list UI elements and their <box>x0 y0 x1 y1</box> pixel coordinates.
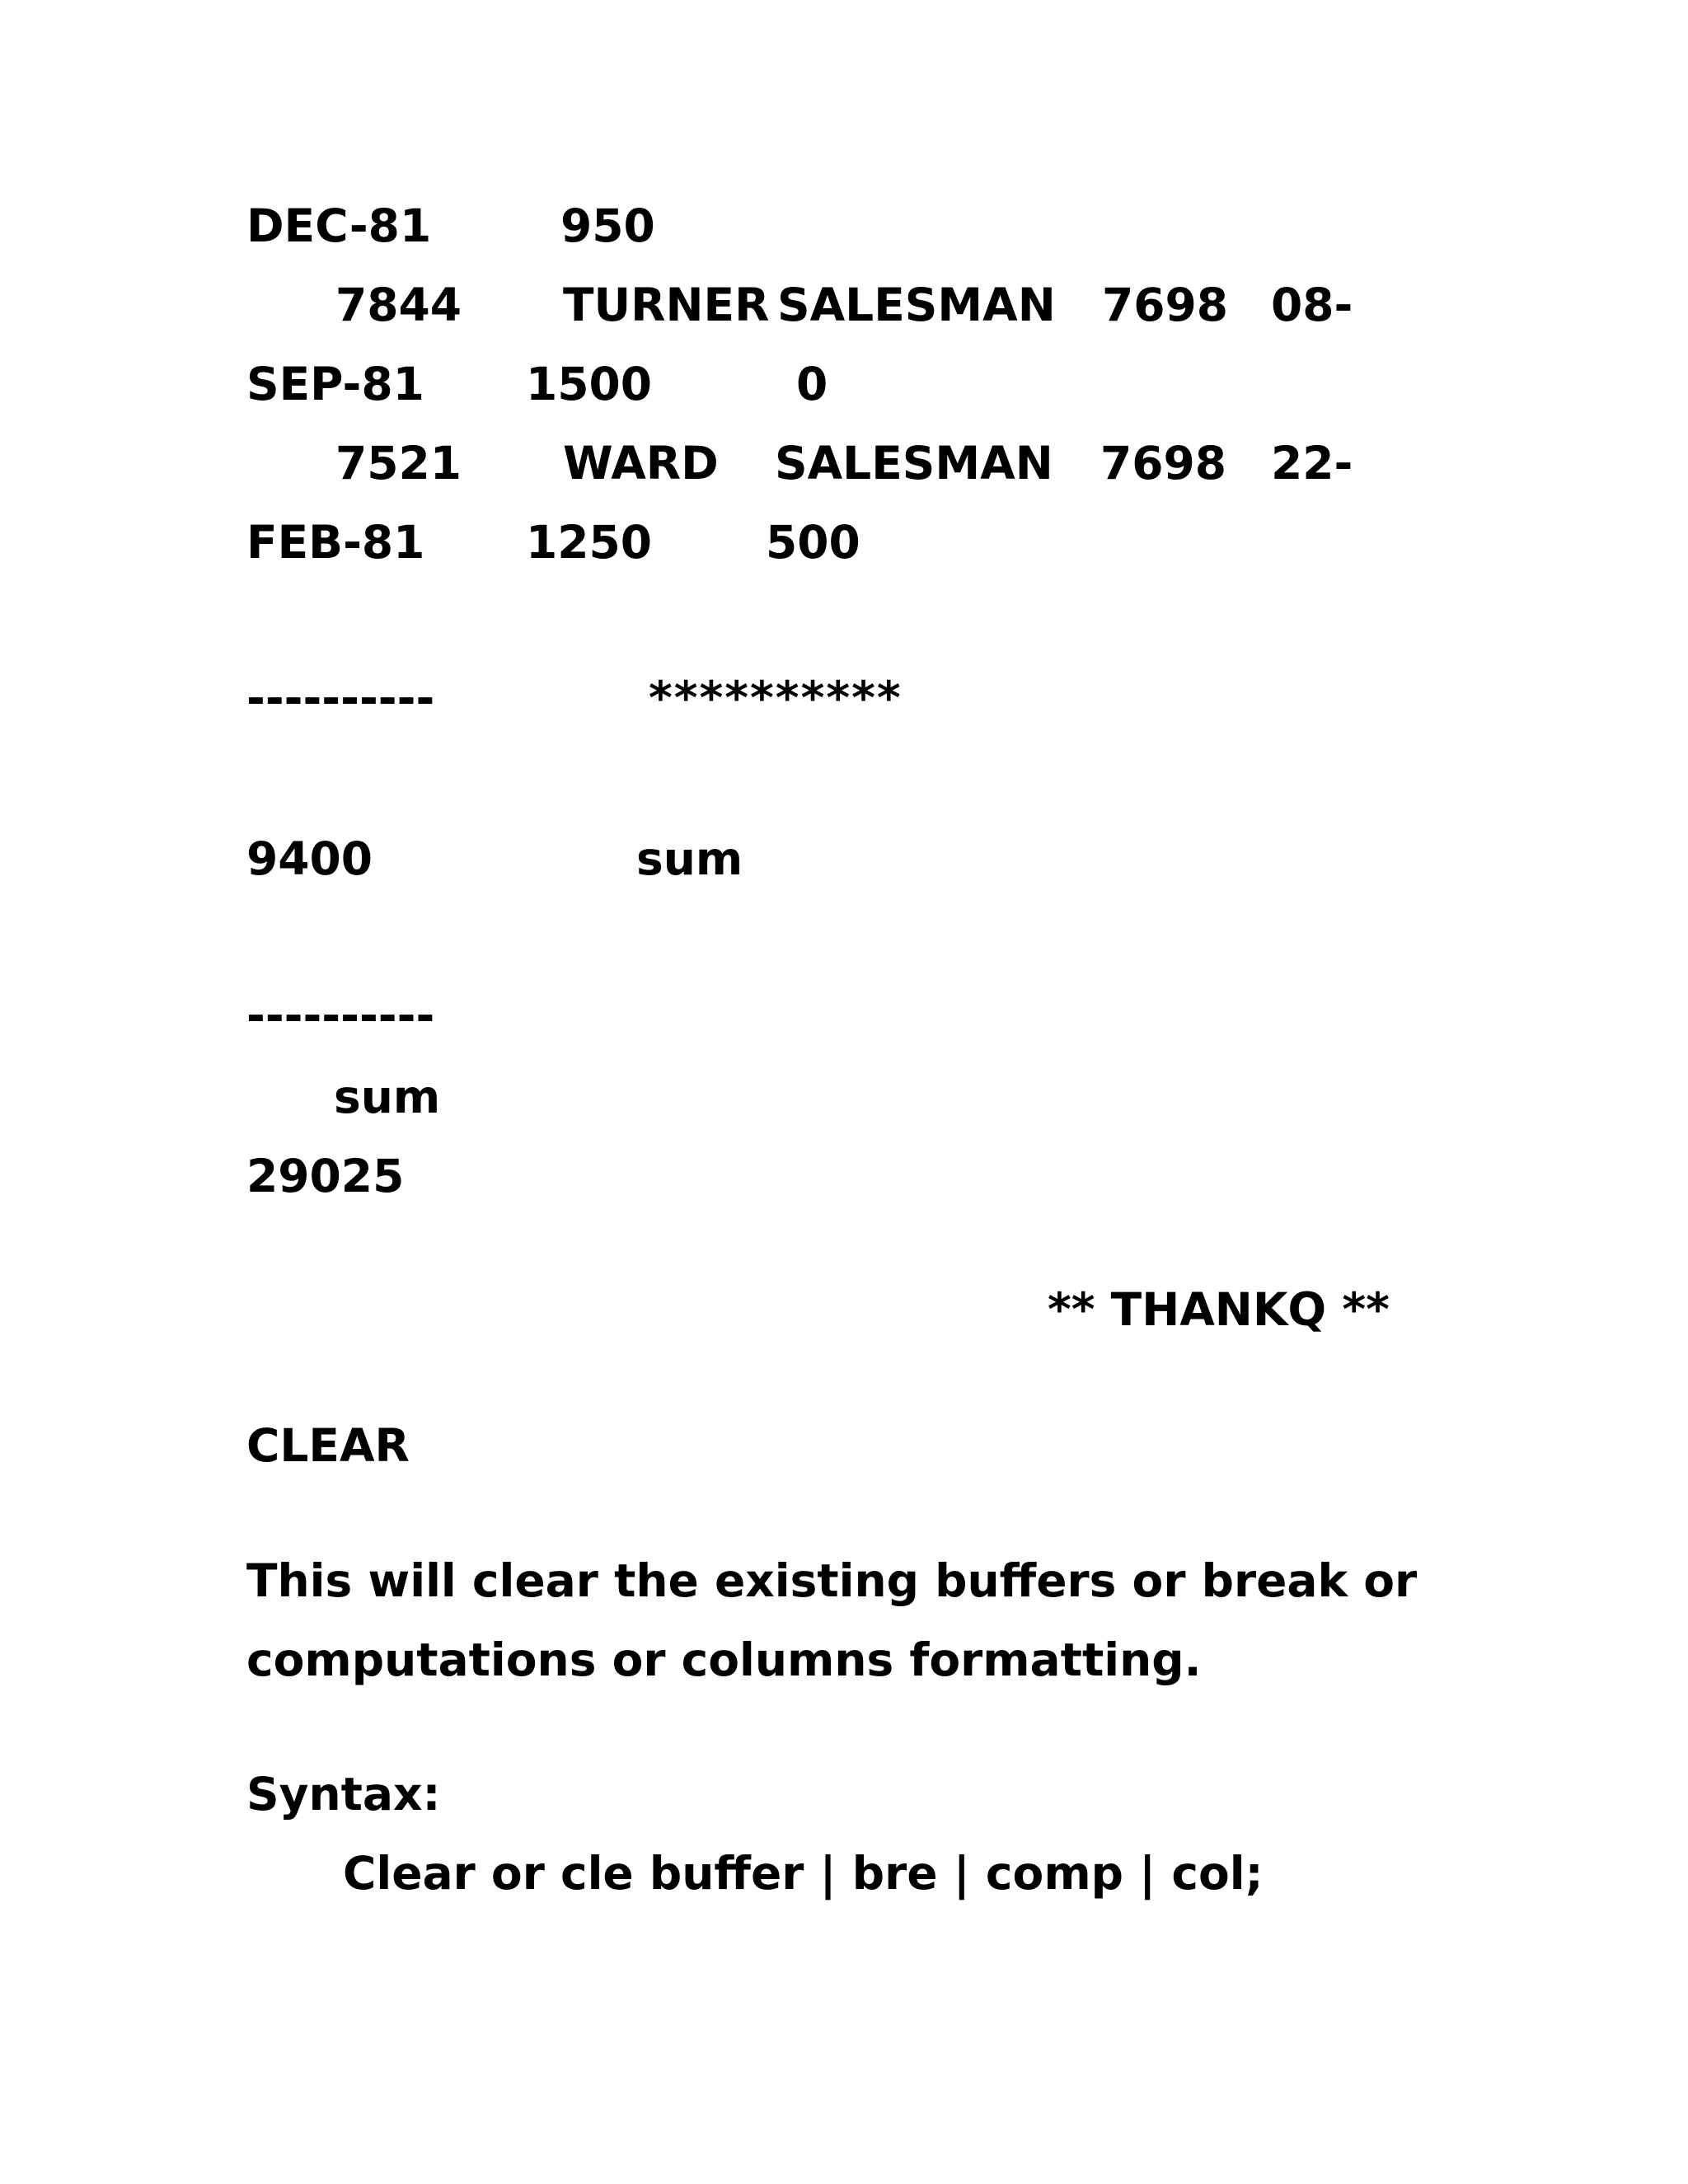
row1-mgr: 7698 <box>1102 279 1229 331</box>
row2-comm: 500 <box>766 516 860 569</box>
syntax-value: Clear or cle buffer | bre | comp | col; <box>343 1847 1264 1900</box>
row2-date-part1: 22- <box>1271 437 1353 490</box>
report-footer: ** THANKQ ** <box>1048 1283 1390 1336</box>
description-line-1: This will clear the existing buffers or break or <box>246 1554 1418 1607</box>
line1-sal: 950 <box>560 199 655 252</box>
row1-empno: 7844 <box>335 279 462 331</box>
group-sum-label: sum <box>636 832 743 885</box>
row2-empno: 7521 <box>335 437 462 490</box>
row1-comm: 0 <box>796 358 828 410</box>
syntax-label: Syntax: <box>246 1768 441 1821</box>
row1-sal: 1500 <box>526 358 653 410</box>
row1-date-part1: 08- <box>1271 279 1353 331</box>
section-title: CLEAR <box>246 1419 410 1472</box>
row2-date-part2: FEB-81 <box>246 516 425 569</box>
row2-mgr: 7698 <box>1100 437 1227 490</box>
line1-date: DEC-81 <box>246 199 432 252</box>
row1-job: SALESMAN <box>777 279 1056 331</box>
row1-date-part2: SEP-81 <box>246 358 424 410</box>
grand-sum-label: sum <box>334 1071 441 1123</box>
stars-break-line: ********** <box>649 672 903 724</box>
separator-1: ---------- <box>246 672 435 724</box>
row2-ename: WARD <box>563 437 719 490</box>
row1-ename: TURNER <box>563 279 770 331</box>
row2-job: SALESMAN <box>775 437 1053 490</box>
description-line-2: computations or columns formatting. <box>246 1633 1202 1686</box>
separator-2: ---------- <box>246 989 435 1042</box>
row2-sal: 1250 <box>526 516 653 569</box>
grand-sum-value: 29025 <box>246 1150 405 1202</box>
group-sum-value: 9400 <box>246 832 373 885</box>
